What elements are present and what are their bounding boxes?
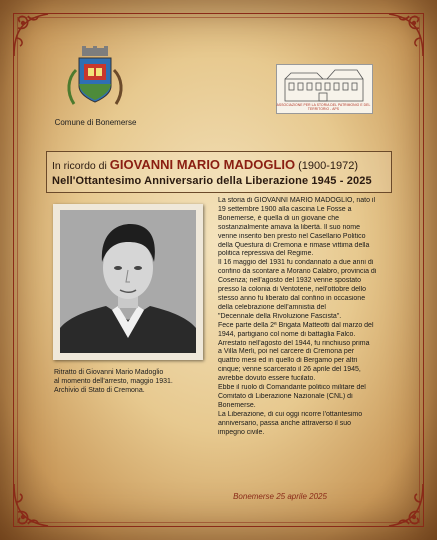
- story-line: politica repressiva del Regime.: [218, 250, 314, 258]
- story-line: stesso anno fu liberato dal confino in occasione: [218, 294, 366, 302]
- caption-line: Ritratto di Giovanni Mario Madoglio: [54, 369, 164, 376]
- story-line: "Decennale della Rivoluzione Fascista".: [218, 312, 342, 320]
- story-line: Arrestato nell'agosto del 1944, fu rinchiuso prima: [218, 339, 370, 347]
- story-line: della celebrazione dell'amnistia del: [218, 303, 326, 311]
- corner-ornament-icon: [375, 478, 429, 532]
- anniversary-subtitle: Nell'Ottantesimo Anniversario della Liberazione 1945 - 2025: [52, 175, 372, 187]
- story-line: Comitato di Liberazione Nazionale (CNL) di: [218, 392, 353, 400]
- date-place-footer: Bonemerse 25 aprile 2025: [233, 492, 327, 501]
- portrait-photo: [60, 210, 196, 353]
- corner-ornament-icon: [8, 478, 62, 532]
- story-line: Bonemerse, è quella di un giovane che: [218, 214, 340, 222]
- story-line: Cosenza; nell'agosto del 1932 venne spostato: [218, 277, 361, 285]
- story-line: 1944, partigiano col nome di battaglia Falco.: [218, 330, 356, 338]
- story-line: sostanzialmente amava la libertà. Il suo nome: [218, 223, 361, 231]
- portrait-caption: [54, 368, 214, 395]
- caption-line: Archivio di Stato di Cremona.: [54, 387, 145, 394]
- story-line: quattro mesi ed in quello di Bergamo per altri: [218, 357, 358, 365]
- biography-text: [218, 197, 396, 437]
- association-caption: ASSOCIAZIONE PER LA STORIA DEL PATRIMONIO E DEL TERRITORIO - APS: [276, 103, 371, 111]
- story-line: venne inserito ben presto nel Casellario Politico: [218, 232, 366, 240]
- story-line: confino da scontare a Morano Calabro, provincia di: [218, 268, 377, 276]
- story-line: avrebbe dovuto essere fucilato.: [218, 375, 316, 383]
- municipality-caption: Comune di Bonemerse: [54, 118, 137, 127]
- story-line: anniversario, passa anche attraverso il suo: [218, 419, 352, 427]
- story-line: Il 16 maggio del 1931 fu condannato a due anni di: [218, 259, 374, 267]
- story-line: Bonemerse.: [218, 401, 256, 409]
- corner-ornament-icon: [375, 8, 429, 62]
- person-name: GIOVANNI MARIO MADOGLIO: [109, 157, 296, 172]
- story-line: La Liberazione, di cui oggi ricorre l'ottantesimo: [218, 410, 363, 418]
- story-line: Fece parte della 2ª Brigata Matteotti dal marzo del: [218, 321, 374, 329]
- story-line: 19 settembre 1900 alla cascina Le Fosse a: [218, 205, 352, 213]
- story-line: cinque; venne scarcerato il 26 aprile del 1945,: [218, 366, 361, 374]
- life-years: (1900-1972): [298, 160, 359, 172]
- story-line: presso la colonia di Ventotene, nell'ottobre dello: [218, 286, 367, 294]
- coat-of-arms-icon: [64, 44, 126, 116]
- heading-line: [52, 157, 392, 172]
- story-line: della Questura di Cremona e rimase vittima della: [218, 241, 370, 249]
- story-line: La storia di GIOVANNI MARIO MADOGLIO, nato il: [218, 197, 376, 204]
- corner-ornament-icon: [8, 8, 62, 62]
- story-line: impegno civile.: [218, 428, 265, 436]
- caption-line: al momento dell'arresto, maggio 1931.: [54, 378, 173, 385]
- story-line: a Villa Merli, poi nel carcere di Cremona per: [218, 348, 355, 356]
- story-line: Ebbe il ruolo di Comandante politico militare del: [218, 384, 366, 392]
- heading-prefix: In ricordo di: [52, 160, 107, 172]
